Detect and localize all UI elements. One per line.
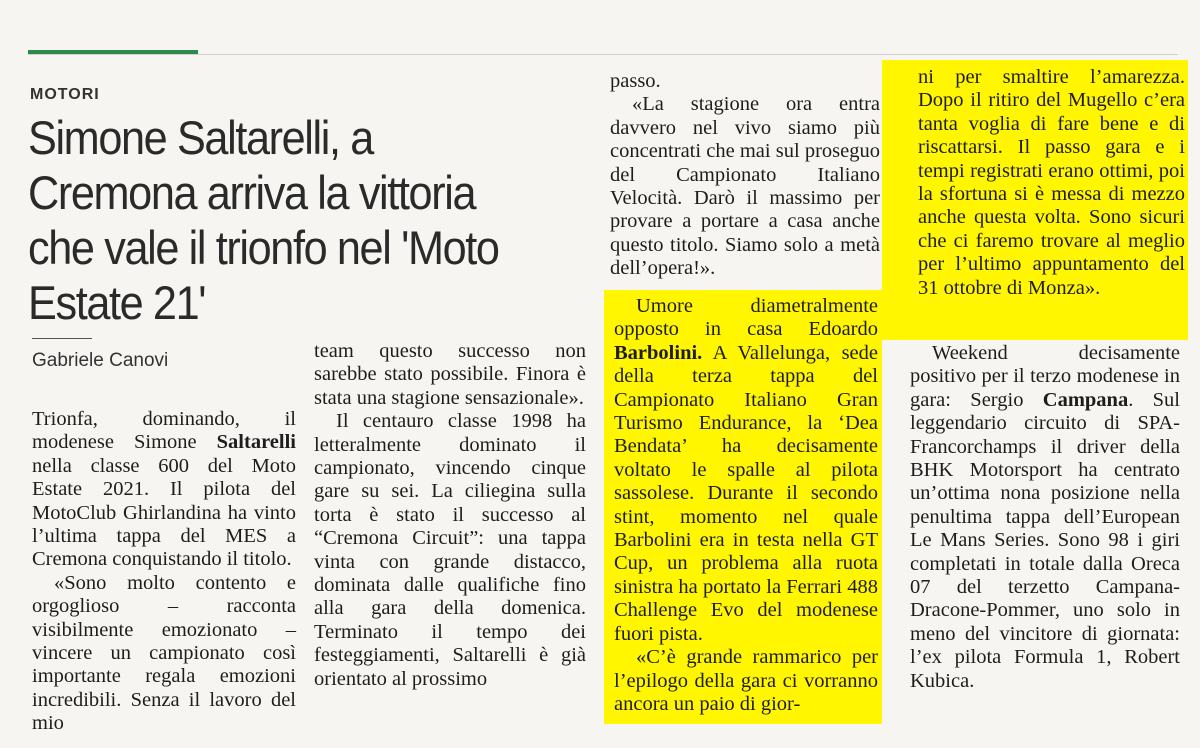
paragraph: [910, 342, 1180, 693]
paragraph: [32, 408, 296, 572]
paragraph: «La stagione ora entra davvero nel vivo siamo più concentrati che mai sul proseguo del Campionato Italiano Velocità. Darò il massimo per provare a portare a casa anche questo titolo. Siamo solo a metà dell’opera!».: [610, 93, 880, 280]
article-column-3-highlighted: [614, 295, 878, 716]
byline: Gabriele Canovi: [32, 350, 169, 371]
paragraph: «Sono molto contento e orgoglioso – racconta visibilmente emozionato – vincere un campionato così importante regala emozioni incredibili. Senza il lavoro del mio: [32, 571, 296, 735]
paragraph: «C’è grande rammarico per l’epilogo della gara ci vorranno ancora un paio di gior-: [614, 646, 878, 715]
article-column-1: [32, 408, 296, 736]
paragraph: team questo successo non sarebbe stato possibile. Finora è stata una stagione sensazionale».: [314, 340, 586, 409]
article-column-2: [314, 340, 586, 691]
text-run: Weekend decisamente positivo per il terzo modenese in gara: Sergio: [910, 342, 1180, 411]
text-run: A Vallelunga, sede della terza tappa del Campionato Italiano Gran Turismo Endurance, la ‘Dea Bendata’ ha decisamente voltato le spalle al pilota sassolese. Durante il secondo stint, momento nel quale Barbolini era in testa nella GT Cup, un problema alla ruota sinistra ha portato la Ferrari 488 Challenge Evo del modenese fuori pista.: [614, 341, 878, 645]
name-saltarelli: Saltarelli: [216, 431, 296, 454]
section-label: MOTORI: [30, 86, 100, 103]
top-rule: [28, 54, 1178, 55]
headline: Simone Saltarelli, a Cremona arriva la vittoria che vale il trionfo nel 'Moto Estate 21': [28, 111, 499, 329]
text-run: Umore diametralmente opposto in casa Edoardo: [614, 295, 878, 341]
name-barbolini: Barbolini.: [614, 341, 703, 364]
paragraph: [614, 295, 878, 646]
text-run: . Sul leggendario circuito di SPA-Francorchamps il driver della BHK Motorsport ha centrato un’ottima nona posizione nella penultima tappa dell’European Le Mans Series. Sono 98 i giri completati in totale dalla Oreca 07 del terzetto Campana-Dracone-Pommer, uno solo in meno del vincitore di giornata: l’ex pilota Formula 1, Robert Kubica.: [910, 388, 1180, 692]
paragraph: Il centauro classe 1998 ha letteralmente dominato il campionato, vincendo cinque gare su sei. La ciliegina sulla torta è stato il successo al “Cremona Circuit”: una tappa vinta con grande distacco, dominata dalle qualifiche fino alla gara della domenica. Terminato il tempo dei festeggiamenti, Saltarelli è già orientato al prossimo: [314, 410, 586, 690]
article-column-4: [910, 342, 1180, 693]
paragraph: passo.: [610, 70, 661, 92]
text-run: Trionfa, dominando, il modenese Simone: [32, 408, 296, 454]
text-run: nella classe 600 del Moto Estate 2021. Il pilota del MotoClub Ghirlandina ha vinto l’ultima tappa del MES a Cremona conquistando il titolo.: [32, 454, 296, 571]
article-column-4-highlighted: [900, 66, 1185, 300]
article-column-3: [610, 70, 880, 281]
name-campana: Campana: [1042, 388, 1129, 411]
paragraph: ni per smaltire l’amarezza. Dopo il ritiro del Mugello c’era tanta voglia di fare bene e di riscattarsi. Il passo gara e i tempi registrati erano ottimi, poi la sfortuna si è messa di mezzo anche questa volta. Sono sicuri che ci faremo trovare al meglio per l’ultimo appuntamento del 31 ottobre di Monza».: [918, 66, 1185, 299]
byline-rule: [32, 338, 92, 339]
